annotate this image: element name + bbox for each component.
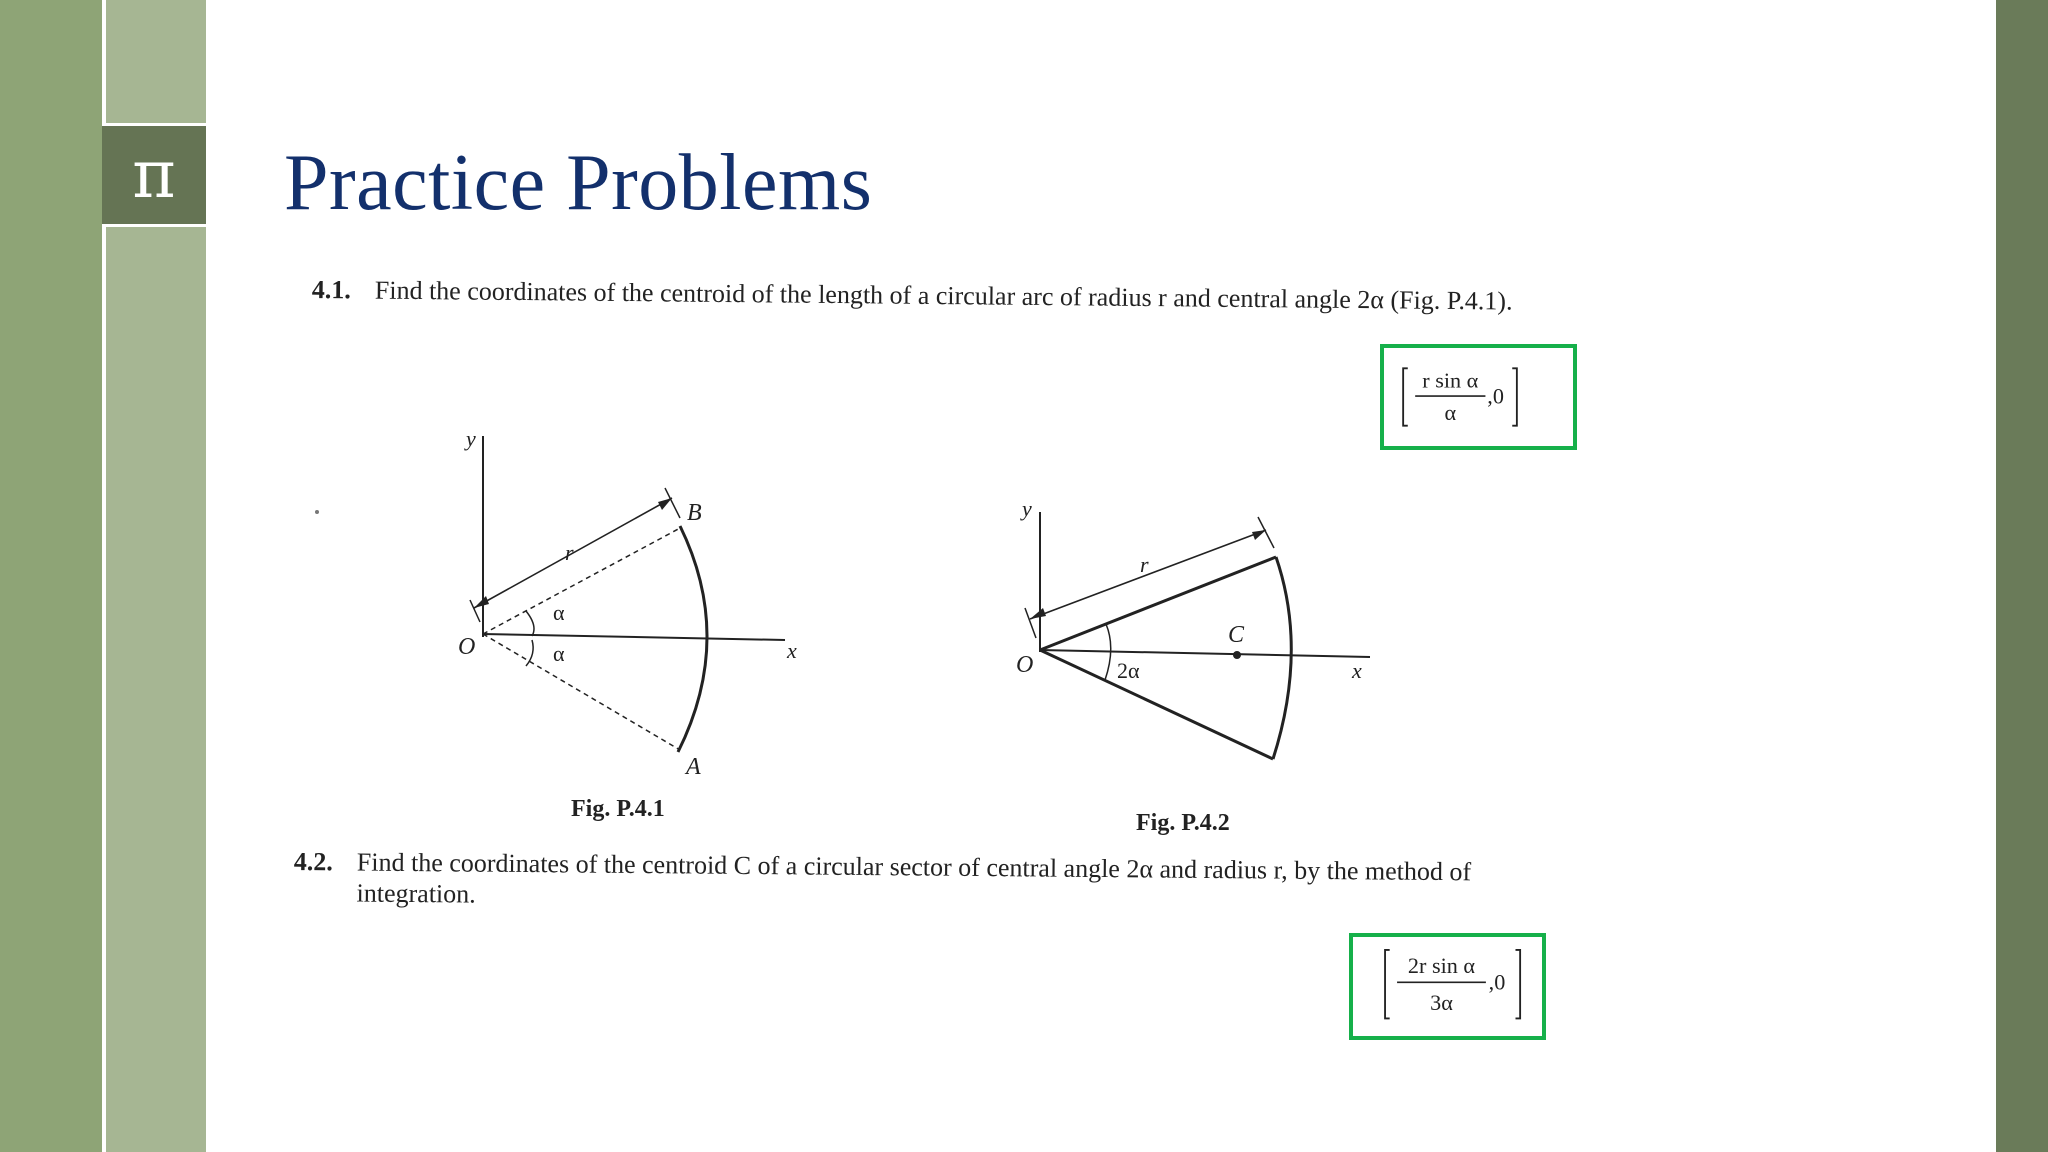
x-axis-label: x <box>1352 658 1362 683</box>
x-axis-label: x <box>787 638 797 663</box>
answer-denominator: α <box>1444 400 1457 426</box>
y-axis-label: y <box>1022 496 1032 521</box>
left-band-dark <box>0 0 102 1152</box>
answer-denominator: 3α <box>1430 990 1453 1016</box>
centroid-label: C <box>1228 622 1245 648</box>
figure-caption-p-4-2: Fig. P.4.2 <box>1136 810 1230 836</box>
pi-symbol: π <box>132 136 176 213</box>
angle-lower-label: α <box>553 641 565 666</box>
y-axis-label: y <box>466 426 476 451</box>
figure-p-4-1 <box>440 420 820 780</box>
problem-4-2 <box>293 846 1533 919</box>
answer-formula-4-1 <box>1384 348 1573 446</box>
problem-number: 4.1. <box>311 274 351 305</box>
answer-box-4-2 <box>1349 933 1546 1040</box>
pi-logo-icon <box>102 123 206 227</box>
angle-label: 2α <box>1117 658 1140 683</box>
answer-second-coordinate: ,0 <box>1487 383 1504 409</box>
origin-label: O <box>1016 652 1034 678</box>
origin-label: O <box>458 634 476 660</box>
problem-4-1 <box>312 274 1528 317</box>
problem-number: 4.2. <box>293 846 333 877</box>
answer-box-4-1 <box>1380 344 1577 450</box>
answer-formula-4-2 <box>1353 937 1542 1036</box>
point-b-label: B <box>687 500 702 526</box>
point-a-label: A <box>686 754 701 780</box>
answer-second-coordinate: ,0 <box>1488 969 1506 995</box>
figure-p-4-2 <box>990 490 1390 780</box>
answer-numerator: r sin α <box>1422 367 1479 393</box>
problem-text: Find the coordinates of the centroid C of a circular sector of central angle 2α and radius r, by the method of integration. <box>356 847 1472 909</box>
right-band <box>1996 0 2048 1152</box>
radius-label: r <box>1140 552 1149 577</box>
answer-numerator: 2r sin α <box>1407 953 1476 979</box>
figure-caption-p-4-1: Fig. P.4.1 <box>571 796 665 822</box>
angle-upper-label: α <box>553 600 565 625</box>
slide-title: Practice Problems <box>284 139 873 227</box>
problem-text: Find the coordinates of the centroid of the length of a circular arc of radius r and central angle 2α (Fig. P.4.1). <box>374 275 1513 316</box>
radius-label: r <box>565 540 574 565</box>
stray-dot <box>315 510 319 514</box>
